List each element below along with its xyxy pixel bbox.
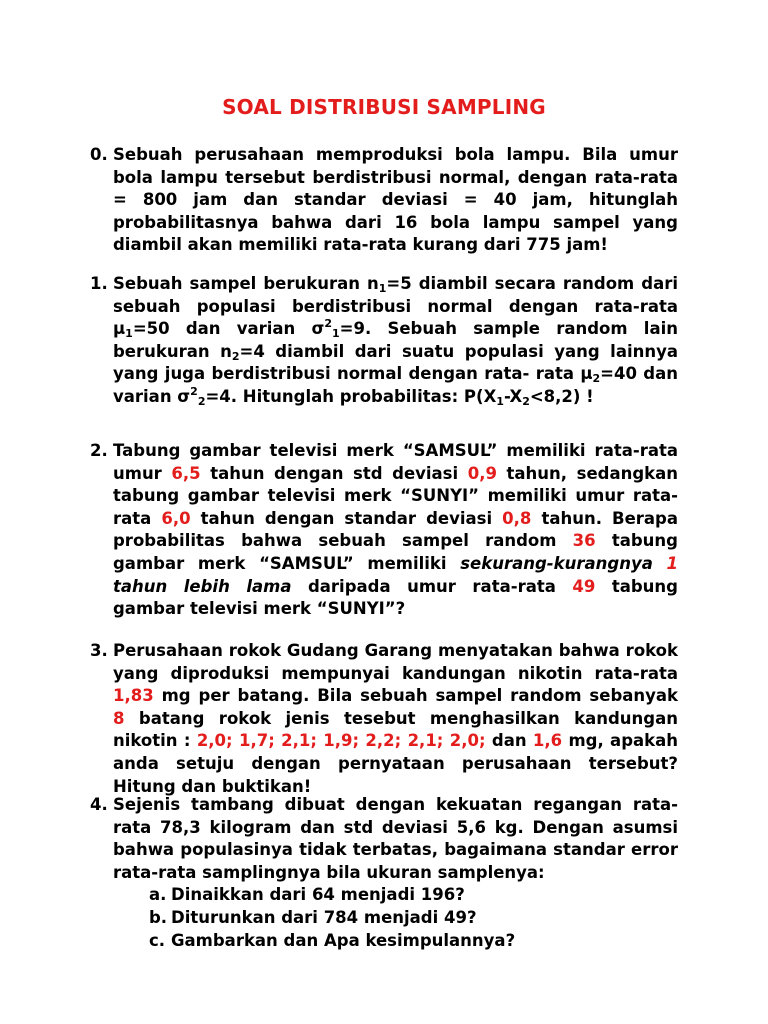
superscript: 2 [324,317,333,331]
sub-question-text: Gambarkan dan Apa kesimpulannya? [171,930,516,950]
sub-question-text: Dinaikkan dari 64 menjadi 196? [171,885,465,905]
sub-question-a [113,884,678,907]
question-number: 2. [90,441,108,460]
question-4 [90,794,678,952]
question-number: 0. [90,145,108,164]
text-segment: -X [503,386,523,406]
sub-question-list [113,884,678,952]
text-segment: tahun dengan std deviasi [200,463,468,483]
subscript: 1 [378,282,387,295]
question-text [113,144,678,257]
sub-question-letter: b. [149,907,168,927]
question-1 [90,273,678,409]
highlighted-value: 6,0 [161,508,191,528]
text-segment: mg, apakah anda setuju dengan pernyataan perusahaan tersebut? Hitung dan buktikan! [113,731,678,796]
text-segment: =4. Hitunglah probabilitas: P(X [205,386,497,406]
page-title: SOAL DISTRIBUSI SAMPLING [222,95,546,119]
highlighted-value: 1,83 [113,686,154,706]
highlighted-value: 0,8 [502,508,532,528]
highlighted-value: 49 [572,576,596,596]
subscript: 2 [197,394,206,408]
question-number: 4. [90,795,108,814]
text-segment: Perusahaan rokok Gudang Garang menyatakan bahwa rokok yang diproduksi mempunyai kandungan nikotin rata-rata [113,641,678,683]
subscript: 2 [592,372,601,386]
text-segment: =50 dan varian σ [132,319,325,339]
text-segment: dan [485,731,533,751]
subscript: 2 [522,394,530,408]
text-segment: =9. Sebuah sample random lain berukuran n [113,319,678,361]
highlighted-value: 6,5 [171,463,201,483]
highlighted-value: 8 [113,708,125,728]
text-segment: tahun, sedangkan tabung gambar televisi merk “SUNYI” memiliki umur rata-rata [113,463,679,528]
question-2 [90,440,678,621]
text-segment: <8,2) ! [529,386,594,406]
text-segment: Tabung gambar televisi merk “SAMSUL” memiliki rata-rata umur [113,441,678,483]
highlighted-value: 0,9 [467,463,497,483]
superscript: 2 [190,384,198,398]
text-segment: Sebuah perusahaan memproduksi bola lampu. Bila umur bola lampu tersebut berdistribusi normal, dengan rata-rata = 800 jam dan standar deviasi = 40 jam, hitunglah probabilitasnya bahwa dari 16 bola lampu sampel yang diambil akan memiliki rata-rata kurang dari 775 jam! [113,145,678,255]
text-segment: =40 dan varian σ [113,364,678,406]
subscript: 1 [332,327,340,341]
question-number: 1. [90,274,108,293]
text-segment: Sejenis tambang dibuat dengan kekuatan regangan rata-rata 78,3 kilogram dan std deviasi 5,6 kg. Dengan asumsi bahwa populasinya tidak terbatas, bagaimana standar error rata-rata samplingnya bila ukuran samplenya: [113,795,678,882]
highlighted-value: 1,6 [532,731,563,751]
text-segment: Sebuah sampel berukuran n [113,274,379,293]
text-segment: tabung gambar televisi merk “SUNYI”? [113,576,678,619]
italic-text: tahun lebih lama [113,576,292,596]
question-text [113,640,678,798]
text-segment: =4 diambil dari suatu populasi yang lainnya yang juga berdistribusi normal dengan rata- rata μ [113,341,678,384]
highlighted-value: 1 [666,553,678,573]
sub-question-letter: c. [149,930,166,950]
sub-question-letter: a. [149,885,167,905]
text-segment: tahun dengan standar deviasi [190,508,503,528]
highlighted-value: 2,0; 1,7; 2,1; 1,9; 2,2; 2,1; 2,0; [196,731,486,751]
subscript: 1 [496,394,504,408]
text-segment: mg per batang. Bila sebuah sampel random sebanyak [153,686,678,706]
question-0 [90,144,678,257]
text-segment: batang rokok jenis tesebut menghasilkan kandungan nikotin : [113,708,678,751]
question-text [113,440,678,621]
sub-question-b [113,907,678,930]
sub-question-text: Diturunkan dari 784 menjadi 49? [171,907,477,927]
text-segment: tabung gambar merk “SAMSUL” memiliki [113,531,678,573]
subscript: 2 [231,349,240,363]
italic-text: sekurang-kurangnya [460,553,667,573]
highlighted-value: 36 [572,531,596,551]
sub-question-c [113,930,678,953]
question-3 [90,640,678,798]
question-number: 3. [90,641,108,660]
text-segment: daripada umur rata-rata [291,576,573,596]
text-segment: =5 diambil secara random dari sebuah populasi berdistribusi normal dengan rata-rata μ [113,274,678,339]
text-segment: tahun. Berapa probabilitas bahwa sebuah sampel random [113,508,678,551]
question-text [113,273,678,409]
question-text [113,794,678,884]
subscript: 1 [125,327,133,341]
